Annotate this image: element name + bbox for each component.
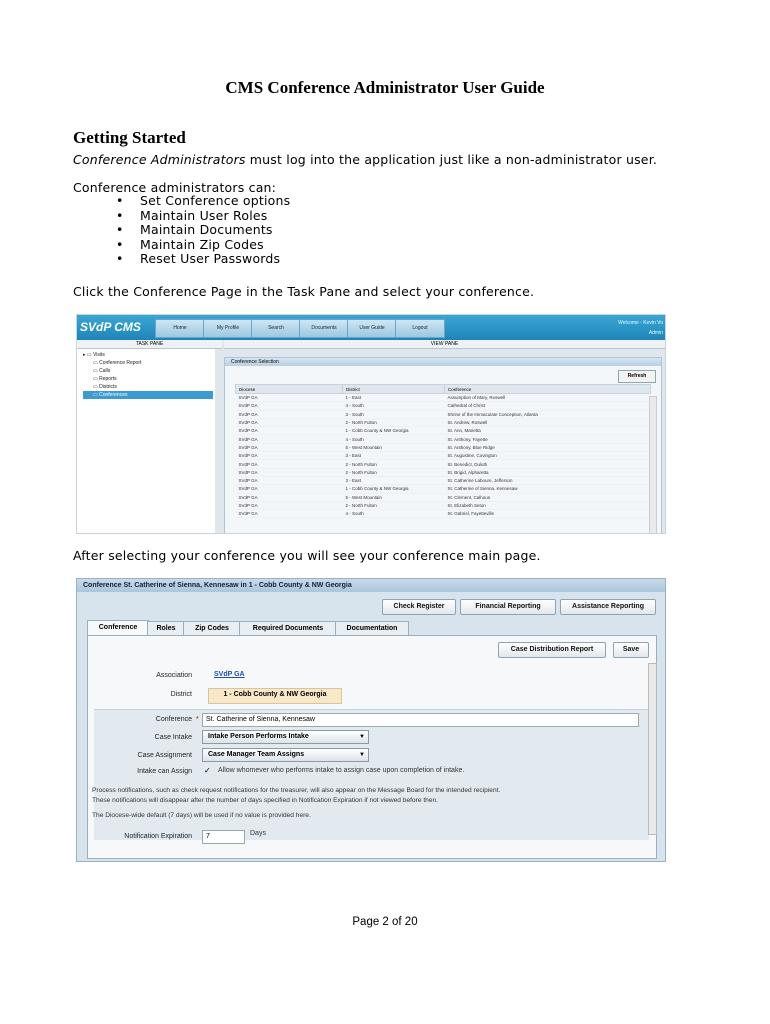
case-intake-label: Case Intake bbox=[154, 734, 192, 741]
view-pane bbox=[224, 357, 662, 534]
table-row[interactable] bbox=[236, 394, 651, 402]
case-distribution-report-button[interactable]: Case Distribution Report bbox=[498, 642, 606, 658]
save-button[interactable]: Save bbox=[613, 642, 649, 658]
table-cell: St. Brigid, Alpharetta bbox=[445, 468, 651, 476]
conference-selection-screenshot bbox=[76, 314, 666, 534]
task-pane bbox=[77, 349, 215, 533]
district-value: 1 - Cobb County & NW Georgia bbox=[208, 688, 342, 704]
app-logo: SVdP CMS bbox=[80, 320, 141, 334]
intake-assign-checkbox[interactable]: ✓ bbox=[204, 766, 211, 775]
table-cell: 3 - South bbox=[343, 410, 445, 418]
expiration-input[interactable]: 7 bbox=[202, 830, 245, 844]
nav-search-button[interactable]: Search bbox=[251, 319, 301, 338]
tree-item[interactable]: ▭ Calls bbox=[93, 368, 111, 374]
table-cell: 4 - South bbox=[343, 435, 445, 443]
table-cell: St. Augustine, Covington bbox=[445, 452, 651, 460]
nav-profile-button[interactable]: My Profile bbox=[203, 319, 253, 338]
case-assignment-label: Case Assignment bbox=[137, 752, 192, 759]
table-cell: 5 - West Mountain bbox=[343, 443, 445, 451]
table-cell: 1 - Cobb County & NW Georgia bbox=[343, 485, 445, 493]
table-cell: SVdP GA bbox=[236, 427, 343, 435]
page-footer: Page 2 of 20 bbox=[352, 916, 418, 928]
table-row[interactable] bbox=[236, 443, 651, 451]
table-cell: 2 - North Fulton bbox=[343, 468, 445, 476]
expiration-label: Notification Expiration bbox=[124, 833, 192, 840]
required-marker: * bbox=[196, 716, 199, 723]
table-cell: Shrine of the Immaculate Conception, Atlanta bbox=[445, 410, 651, 418]
case-assignment-value: Case Manager Team Assigns bbox=[208, 751, 305, 758]
tab-roles[interactable]: Roles bbox=[147, 621, 185, 636]
admin-link[interactable]: Admin bbox=[648, 330, 663, 336]
nav-documents-button[interactable]: Documents bbox=[299, 319, 349, 338]
table-row[interactable] bbox=[236, 476, 651, 484]
table-cell: St. Ann, Marietta bbox=[445, 427, 651, 435]
can-heading: Conference administrators can: bbox=[73, 180, 277, 195]
table-cell: 4 - South bbox=[343, 402, 445, 410]
table-cell: SVdP GA bbox=[236, 485, 343, 493]
view-title: Conference Selection bbox=[225, 358, 661, 366]
tab-conference[interactable]: Conference bbox=[87, 620, 149, 637]
column-header[interactable]: Diocese bbox=[236, 385, 343, 394]
conference-panel bbox=[87, 635, 657, 859]
assistance-reporting-button[interactable]: Assistance Reporting bbox=[560, 599, 656, 615]
table-row[interactable] bbox=[236, 501, 651, 509]
nav-logout-button[interactable]: Logout bbox=[395, 319, 445, 338]
table-row[interactable] bbox=[236, 435, 651, 443]
table-cell: SVdP GA bbox=[236, 443, 343, 451]
table-cell: St. Elizabeth Seton bbox=[445, 501, 651, 509]
table-row[interactable] bbox=[236, 418, 651, 426]
nav-home-button[interactable]: Home bbox=[155, 319, 205, 338]
refresh-button[interactable]: Refresh bbox=[618, 370, 656, 383]
column-header[interactable]: Conference bbox=[445, 385, 651, 394]
table-cell: SVdP GA bbox=[236, 394, 343, 402]
tree-item[interactable]: ▭ Districts bbox=[93, 384, 117, 390]
table-cell: 3 - East bbox=[343, 452, 445, 460]
conference-header: Conference St. Catherine of Sienna, Kennesaw in 1 - Cobb County & NW Georgia bbox=[77, 579, 666, 592]
table-cell: St. Catherine of Sienna, Kennesaw bbox=[445, 485, 651, 493]
financial-reporting-button[interactable]: Financial Reporting bbox=[460, 599, 556, 615]
table-cell: SVdP GA bbox=[236, 510, 343, 518]
list-item: • Reset User Passwords bbox=[73, 252, 290, 267]
tree-item[interactable]: ▭ Reports bbox=[93, 376, 117, 382]
table-cell: St. Anthony, Blue Ridge bbox=[445, 443, 651, 451]
form-scrollbar[interactable] bbox=[648, 663, 657, 835]
notification-note-3: The Diocese-wide default (7 days) will be used if no value is provided here. bbox=[92, 812, 311, 819]
table-cell: 5 - West Mountain bbox=[343, 493, 445, 501]
conference-main-screenshot bbox=[76, 578, 666, 862]
table-cell: Assumption of Mary, Roswell bbox=[445, 394, 651, 402]
table-cell: SVdP GA bbox=[236, 418, 343, 426]
list-item: • Maintain User Roles bbox=[73, 209, 290, 224]
tree-item[interactable]: ▸ ▭ Visits bbox=[83, 352, 105, 358]
table-row[interactable] bbox=[236, 427, 651, 435]
table-cell: 1 - East bbox=[343, 394, 445, 402]
header-links bbox=[618, 318, 663, 338]
table-cell: SVdP GA bbox=[236, 452, 343, 460]
table-cell: St. Andrew, Roswell bbox=[445, 418, 651, 426]
table-cell: 2 - North Fulton bbox=[343, 418, 445, 426]
table-cell: St. Benedict, Duluth bbox=[445, 460, 651, 468]
conference-table bbox=[235, 384, 651, 518]
table-cell: SVdP GA bbox=[236, 476, 343, 484]
nav-user-guide-button[interactable]: User Guide bbox=[347, 319, 397, 338]
task-pane-header: TASK PANE bbox=[77, 340, 222, 349]
table-row[interactable] bbox=[236, 452, 651, 460]
association-link[interactable]: SVdP GA bbox=[214, 671, 245, 678]
table-cell: SVdP GA bbox=[236, 435, 343, 443]
table-cell: St. Gabriel, Fayetteville bbox=[445, 510, 651, 518]
list-item: • Set Conference options bbox=[73, 194, 290, 209]
intake-assign-label: Intake can Assign bbox=[137, 768, 192, 775]
conference-label: Conference bbox=[155, 716, 192, 723]
list-item: • Maintain Zip Codes bbox=[73, 238, 290, 253]
case-assignment-select[interactable] bbox=[202, 748, 369, 762]
tab-zip-codes[interactable]: Zip Codes bbox=[183, 621, 241, 636]
notification-note-2: These notifications will disappear after the number of days specified in Notification Expiration if not viewed before then. bbox=[92, 797, 438, 804]
welcome-link[interactable]: Welcome - Kevin Vo bbox=[618, 320, 663, 326]
table-row[interactable] bbox=[236, 410, 651, 418]
click-instruction: Click the Conference Page in the Task Pane and select your conference. bbox=[73, 284, 535, 299]
table-cell: SVdP GA bbox=[236, 493, 343, 501]
table-cell: 2 - North Fulton bbox=[343, 501, 445, 509]
table-cell: SVdP GA bbox=[236, 460, 343, 468]
intro-paragraph bbox=[73, 152, 657, 167]
check-register-button[interactable]: Check Register bbox=[382, 599, 456, 615]
table-cell: Cathedral of Christ bbox=[445, 402, 651, 410]
district-label: District bbox=[170, 691, 192, 698]
chevron-down-icon: ▼ bbox=[359, 752, 365, 758]
table-row[interactable] bbox=[236, 460, 651, 468]
section-heading: Getting Started bbox=[73, 128, 186, 147]
table-cell: 1 - Cobb County & NW Georgia bbox=[343, 427, 445, 435]
tree-item-conferences[interactable]: ▭ Conferences bbox=[83, 391, 213, 399]
intake-assign-text: Allow whomever who performs intake to assign case upon completion of intake. bbox=[218, 767, 465, 774]
tree-item[interactable]: ▭ Conference Report bbox=[93, 360, 142, 366]
table-cell: SVdP GA bbox=[236, 410, 343, 418]
tab-documentation[interactable]: Documentation bbox=[335, 621, 409, 636]
intro-text: must log into the application just like a non-administrator user. bbox=[245, 152, 658, 167]
column-header[interactable]: District bbox=[343, 385, 445, 394]
view-pane-header: VIEW PANE bbox=[224, 340, 665, 349]
chevron-down-icon: ▼ bbox=[359, 734, 365, 740]
table-scrollbar[interactable] bbox=[649, 396, 657, 534]
expiration-unit: Days bbox=[250, 830, 266, 837]
intro-emphasis: Conference Administrators bbox=[73, 152, 246, 167]
capabilities-list bbox=[73, 194, 290, 267]
list-item: • Maintain Documents bbox=[73, 223, 290, 238]
task-tree bbox=[83, 351, 213, 399]
notification-note-1: Process notifications, such as check request notifications for the treasurer, will also appear on the Message Board for the intended recipient. bbox=[92, 787, 501, 794]
table-cell: 3 - East bbox=[343, 476, 445, 484]
case-intake-value: Intake Person Performs Intake bbox=[208, 733, 309, 740]
after-instruction: After selecting your conference you will see your conference main page. bbox=[73, 548, 541, 563]
case-intake-select[interactable] bbox=[202, 730, 369, 744]
table-row[interactable] bbox=[236, 493, 651, 501]
conference-input[interactable]: St. Catherine of Sienna, Kennesaw bbox=[202, 713, 639, 727]
tab-required-documents[interactable]: Required Documents bbox=[239, 621, 337, 636]
table-cell: SVdP GA bbox=[236, 402, 343, 410]
table-cell: St. Catherine Laboure, Jefferson bbox=[445, 476, 651, 484]
table-row[interactable] bbox=[236, 510, 651, 518]
table-cell: SVdP GA bbox=[236, 501, 343, 509]
table-cell: SVdP GA bbox=[236, 468, 343, 476]
association-label: Association bbox=[156, 672, 192, 679]
document-title: CMS Conference Administrator User Guide bbox=[225, 78, 545, 97]
table-cell: 4 - South bbox=[343, 510, 445, 518]
table-cell: St. Anthony, Fayette bbox=[445, 435, 651, 443]
table-cell: 2 - North Fulton bbox=[343, 460, 445, 468]
app-topbar bbox=[77, 315, 665, 340]
table-cell: St. Clement, Calhoun bbox=[445, 493, 651, 501]
table-row[interactable] bbox=[236, 402, 651, 410]
table-row[interactable] bbox=[236, 468, 651, 476]
table-row[interactable] bbox=[236, 485, 651, 493]
